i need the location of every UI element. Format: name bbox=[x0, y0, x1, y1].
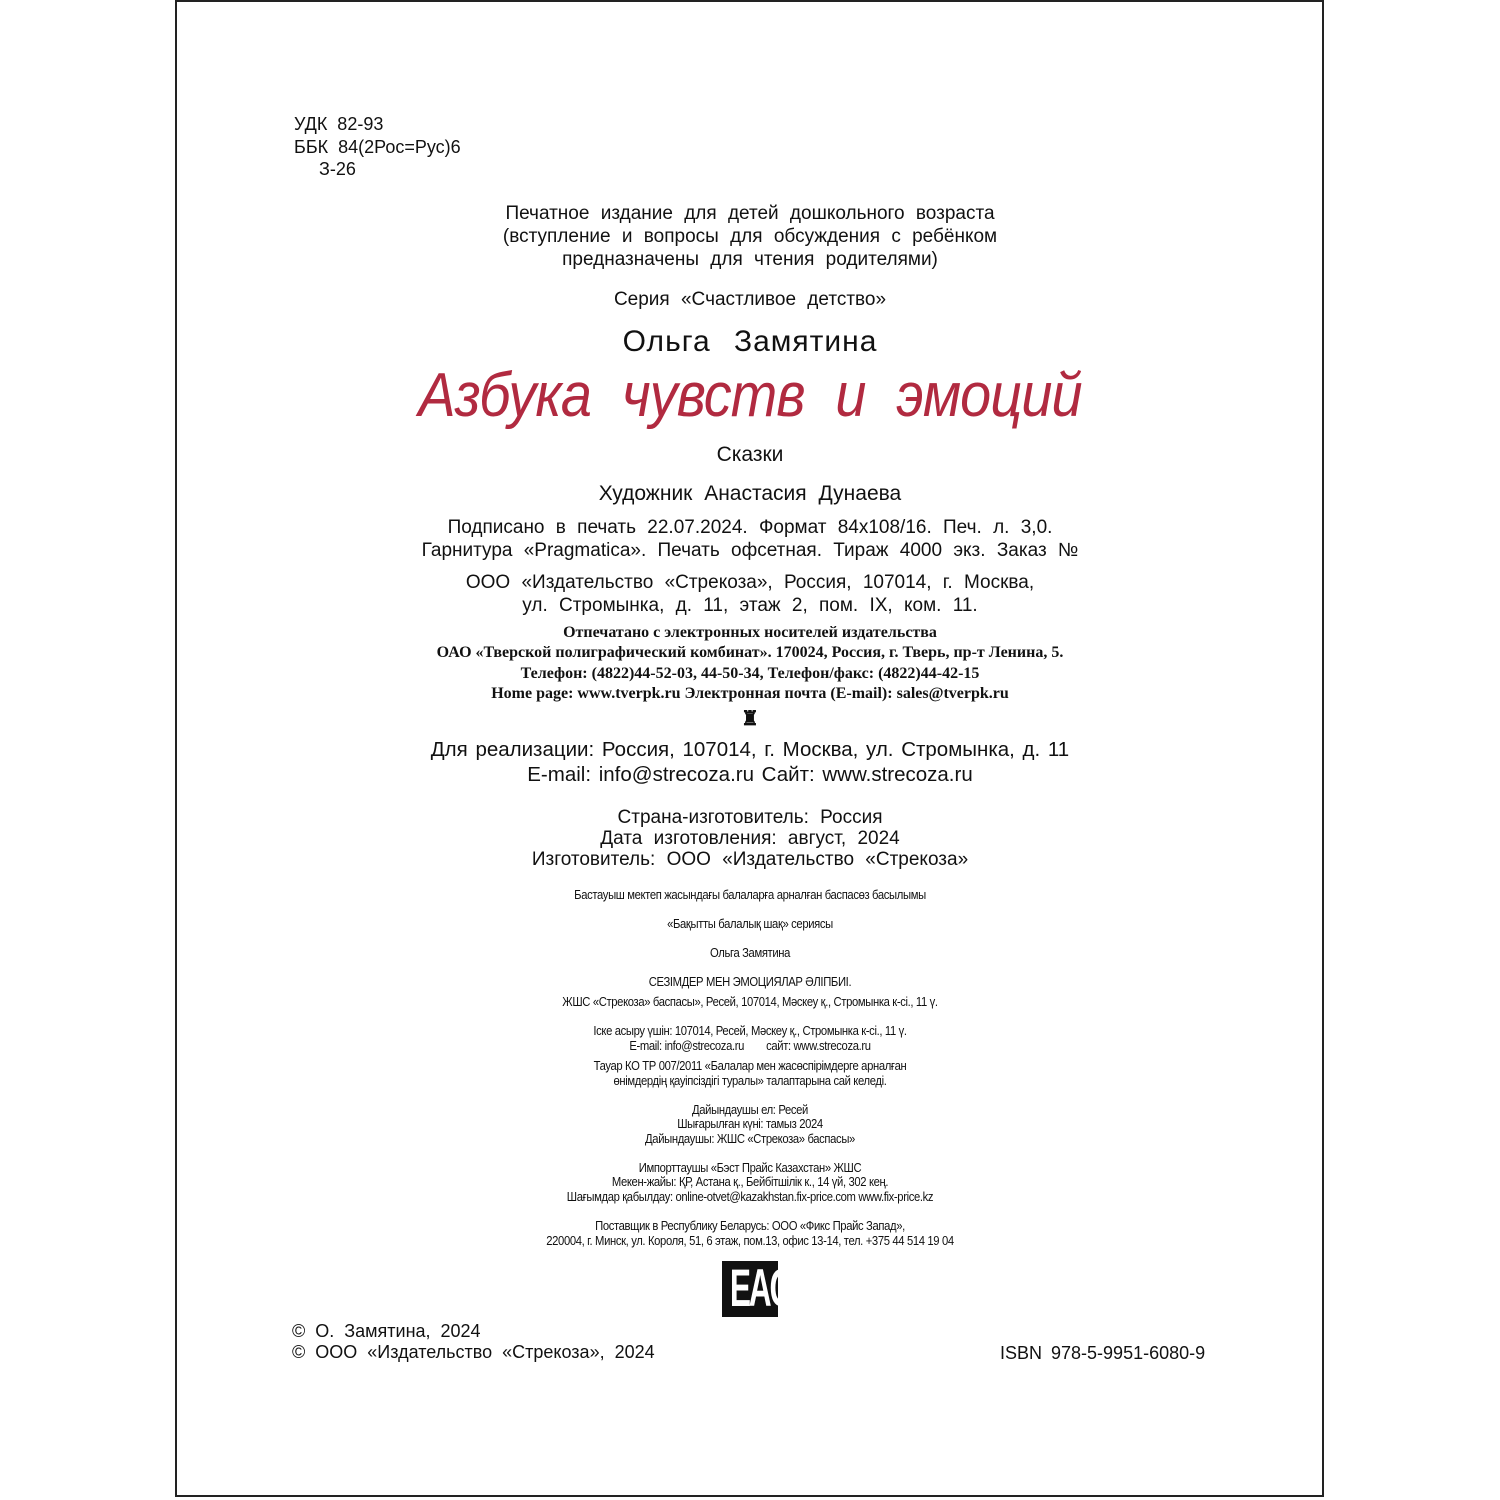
kazakh-text: Импорттаушы «Бэст Прайс Казахстан» ЖШС bbox=[638, 1161, 862, 1175]
eac-mark-icon bbox=[722, 1259, 791, 1318]
kazakh-text: Тауар КО ТР 007/2011 «Балалар мен жасөспірімдерге арналған bbox=[593, 1059, 907, 1073]
kazakh-text: Шығарылған күні: тамыз 2024 bbox=[677, 1117, 823, 1131]
print-info: Гарнитура «Pragmatica». Печать офсетная. Тираж 4000 экз. Заказ № bbox=[421, 540, 1079, 561]
isbn: ISBN 978-5-9951-6080-9 bbox=[1000, 1343, 1206, 1363]
copyright-publisher: © ООО «Издательство «Стрекоза», 2024 bbox=[292, 1342, 655, 1362]
publisher-address: ул. Стромынка, д. 11, этаж 2, пом. IX, ком. 11. bbox=[522, 595, 978, 616]
genre: Сказки bbox=[716, 443, 784, 466]
sales-address: Для реализации: Россия, 107014, г. Москва, ул. Стромынка, д. 11 bbox=[430, 738, 1070, 761]
intro-line: (вступление и вопросы для обсуждения с ребёнком bbox=[502, 226, 998, 247]
kazakh-text: Поставщик в Республику Беларусь: ООО «Фикс Прайс Запад», bbox=[595, 1219, 905, 1233]
publisher-address: ООО «Издательство «Стрекоза», Россия, 107014, г. Москва, bbox=[465, 572, 1035, 593]
kazakh-text: Шағымдар қабылдау: online-otvet@kazakhstan.fix-price.com www.fix-price.kz bbox=[566, 1190, 934, 1204]
author: Ольга Замятина bbox=[622, 325, 878, 358]
kazakh-text: Дайындаушы: ЖШС «Стрекоза» баспасы» bbox=[645, 1132, 855, 1146]
kazakh-text: «Бақытты балалық шақ» сериясы bbox=[667, 917, 833, 931]
printer-info: Телефон: (4822)44-52-03, 44-50-34, Телефон/факс: (4822)44-42-15 bbox=[520, 665, 980, 682]
kazakh-text: 220004, г. Минск, ул. Короля, 51, 6 этаж, пом.13, офис 13-14, тел. +375 44 514 19 04 bbox=[546, 1234, 954, 1248]
intro-line: предназначены для чтения родителями) bbox=[562, 249, 938, 270]
book-title: Азбука чувств и эмоций bbox=[418, 361, 1082, 430]
printer-info: Home page: www.tverpk.ru Электронная почта (E-mail): sales@tverpk.ru bbox=[491, 685, 1009, 702]
printer-info: ОАО «Тверской полиграфический комбинат». 170024, Россия, г. Тверь, пр-т Ленина, 5. bbox=[436, 644, 1064, 661]
udk: УДК 82-93 bbox=[294, 114, 384, 134]
manufacturer: Изготовитель: ООО «Издательство «Стрекоза» bbox=[531, 849, 969, 870]
manufacture-country: Страна-изготовитель: Россия bbox=[617, 807, 883, 828]
intro-line: Печатное издание для детей дошкольного возраста bbox=[505, 203, 995, 224]
kazakh-text: ЖШС «Стрекоза» баспасы», Ресей, 107014, Мәскеу қ., Стромынка к-сі., 11 ү. bbox=[562, 995, 938, 1009]
manufacture-date: Дата изготовления: август, 2024 bbox=[600, 828, 900, 849]
kazakh-text: Мекен-жайы: ҚР, Астана қ., Бейбітшілік к., 14 үй, 302 кең. bbox=[611, 1175, 889, 1189]
printer-info: Отпечатано с электронных носителей издательства bbox=[563, 624, 937, 641]
eac-mark-text: EAC bbox=[729, 1259, 791, 1318]
kazakh-text: Ольга Замятина bbox=[709, 946, 791, 960]
kazakh-text: СЕЗІМДЕР МЕН ЭМОЦИЯЛАР ӘЛІПБИІ. bbox=[648, 975, 852, 989]
illustrator: Художник Анастасия Дунаева bbox=[598, 482, 902, 505]
series: Серия «Счастливое детство» bbox=[613, 289, 887, 310]
kazakh-text: өнімдердің қауіпсіздігі туралы» талаптарына сай келеді. bbox=[613, 1074, 887, 1088]
sales-contacts: E-mail: info@strecoza.ru Сайт: www.strecoza.ru bbox=[527, 763, 973, 786]
kazakh-text: Бастауыш мектеп жасындағы балаларға арналған баспасөз басылымы bbox=[574, 888, 926, 902]
kazakh-text: Дайындаушы ел: Ресей bbox=[692, 1103, 808, 1117]
printer-logo-icon: ♜ bbox=[741, 708, 759, 730]
print-info: Подписано в печать 22.07.2024. Формат 84x108/16. Печ. л. 3,0. bbox=[447, 517, 1053, 538]
kazakh-text: Іске асыру үшін: 107014, Ресей, Мәскеу қ., Стромынка к-сі., 11 ү. bbox=[593, 1024, 907, 1038]
kazakh-text: E-mail: info@strecoza.ru сайт: www.strecoza.ru bbox=[629, 1039, 871, 1053]
copyright-author: © О. Замятина, 2024 bbox=[292, 1321, 481, 1341]
bbk: ББК 84(2Рос=Рус)6 bbox=[294, 137, 461, 157]
author-code: З-26 bbox=[319, 159, 356, 179]
